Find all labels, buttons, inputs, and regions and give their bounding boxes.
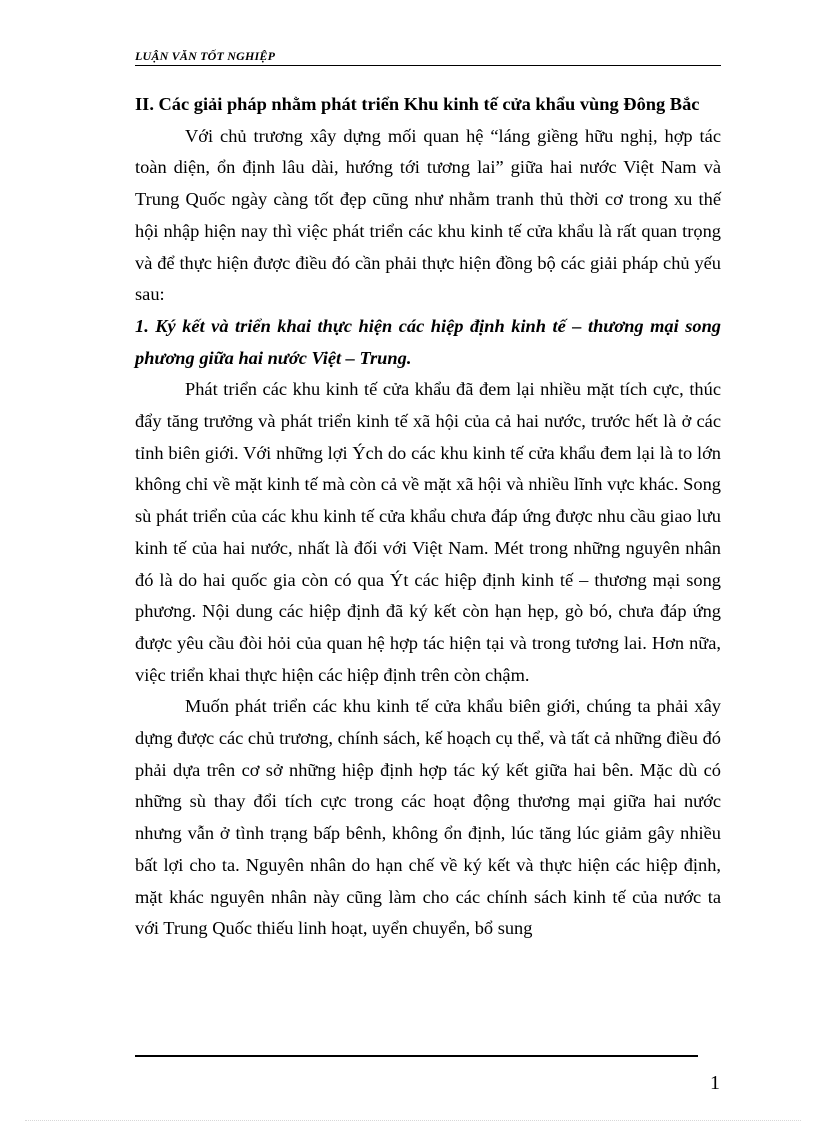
page-bottom-dotted-line — [25, 1120, 801, 1121]
footer-divider — [135, 1055, 698, 1057]
document-body — [135, 89, 721, 945]
running-title: LUẬN VĂN TỐT NGHIỆP — [135, 49, 276, 63]
section-heading: II. Các giải pháp nhằm phát triển Khu kinh tế cửa khẩu vùng Đông Bắc — [135, 94, 700, 114]
header-divider — [135, 65, 721, 66]
intro-paragraph: Với chủ trương xây dựng mối quan hệ “láng giềng hữu nghị, hợp tác toàn diện, ổn định lâu dài, hướng tới tương lai” giữa hai nước Việt Nam và Trung Quốc ngày càng tốt đẹp cũng như nhằm tranh thủ thời cơ trong xu thế hội nhập hiện nay thì việc phát triển các khu kinh tế cửa khẩu là rất quan trọng và để thực hiện được điều đó cần phải thực hiện đồng bộ các giải pháp chủ yếu sau: — [135, 125, 721, 305]
page-number: 1 — [710, 1072, 720, 1094]
body-paragraph-1: Phát triển các khu kinh tế cửa khẩu đã đem lại nhiều mặt tích cực, thúc đẩy tăng trưởng và phát triển kinh tế xã hội của cả hai nước, trước hết là ở các tỉnh biên giới. Với những lợi Ých do các khu kinh tế cửa khẩu đem lại là to lớn không chỉ về mặt kinh tế mà còn cả về mặt xã hội và nhiều lĩnh vực khác. Song sù phát triển của các khu kinh tế cửa khẩu chưa đáp ứng được nhu cầu giao lưu kinh tế của hai nước, nhất là đối với Việt Nam. Mét trong những nguyên nhân đó là do hai quốc gia còn có qua Ýt các hiệp định kinh tế – thương mại song phương. Nội dung các hiệp định đã ký kết còn hạn hẹp, gò bó, chưa đáp ứng được yêu cầu đòi hỏi của quan hệ hợp tác hiện tại và trong tương lai. Hơn nữa, việc triển khai thực hiện các hiệp định trên còn chậm. — [135, 379, 721, 685]
subsection-heading: 1. Ký kết và triển khai thực hiện các hiệp định kinh tế – thương mại song phương giữa hai nước Việt – Trung. — [135, 315, 721, 368]
running-header — [135, 47, 721, 65]
body-paragraph-2: Muốn phát triển các khu kinh tế cửa khẩu biên giới, chúng ta phải xây dựng được các chủ trương, chính sách, kế hoạch cụ thể, và tất cả những điều đó phải dựa trên cơ sở những hiệp định hợp tác ký kết giữa hai bên. Mặc dù có những sù thay đổi tích cực trong các hoạt động thương mại giữa hai nước nhưng vẫn ở tình trạng bấp bênh, không ổn định, lúc tăng lúc giảm gây nhiều bất lợi cho ta. Nguyên nhân do hạn chế về ký kết và thực hiện các hiệp định, mặt khác nguyên nhân này cũng làm cho các chính sách kinh tế của nước ta với Trung Quốc thiếu linh hoạt, uyển chuyển, bổ sung — [135, 696, 721, 939]
